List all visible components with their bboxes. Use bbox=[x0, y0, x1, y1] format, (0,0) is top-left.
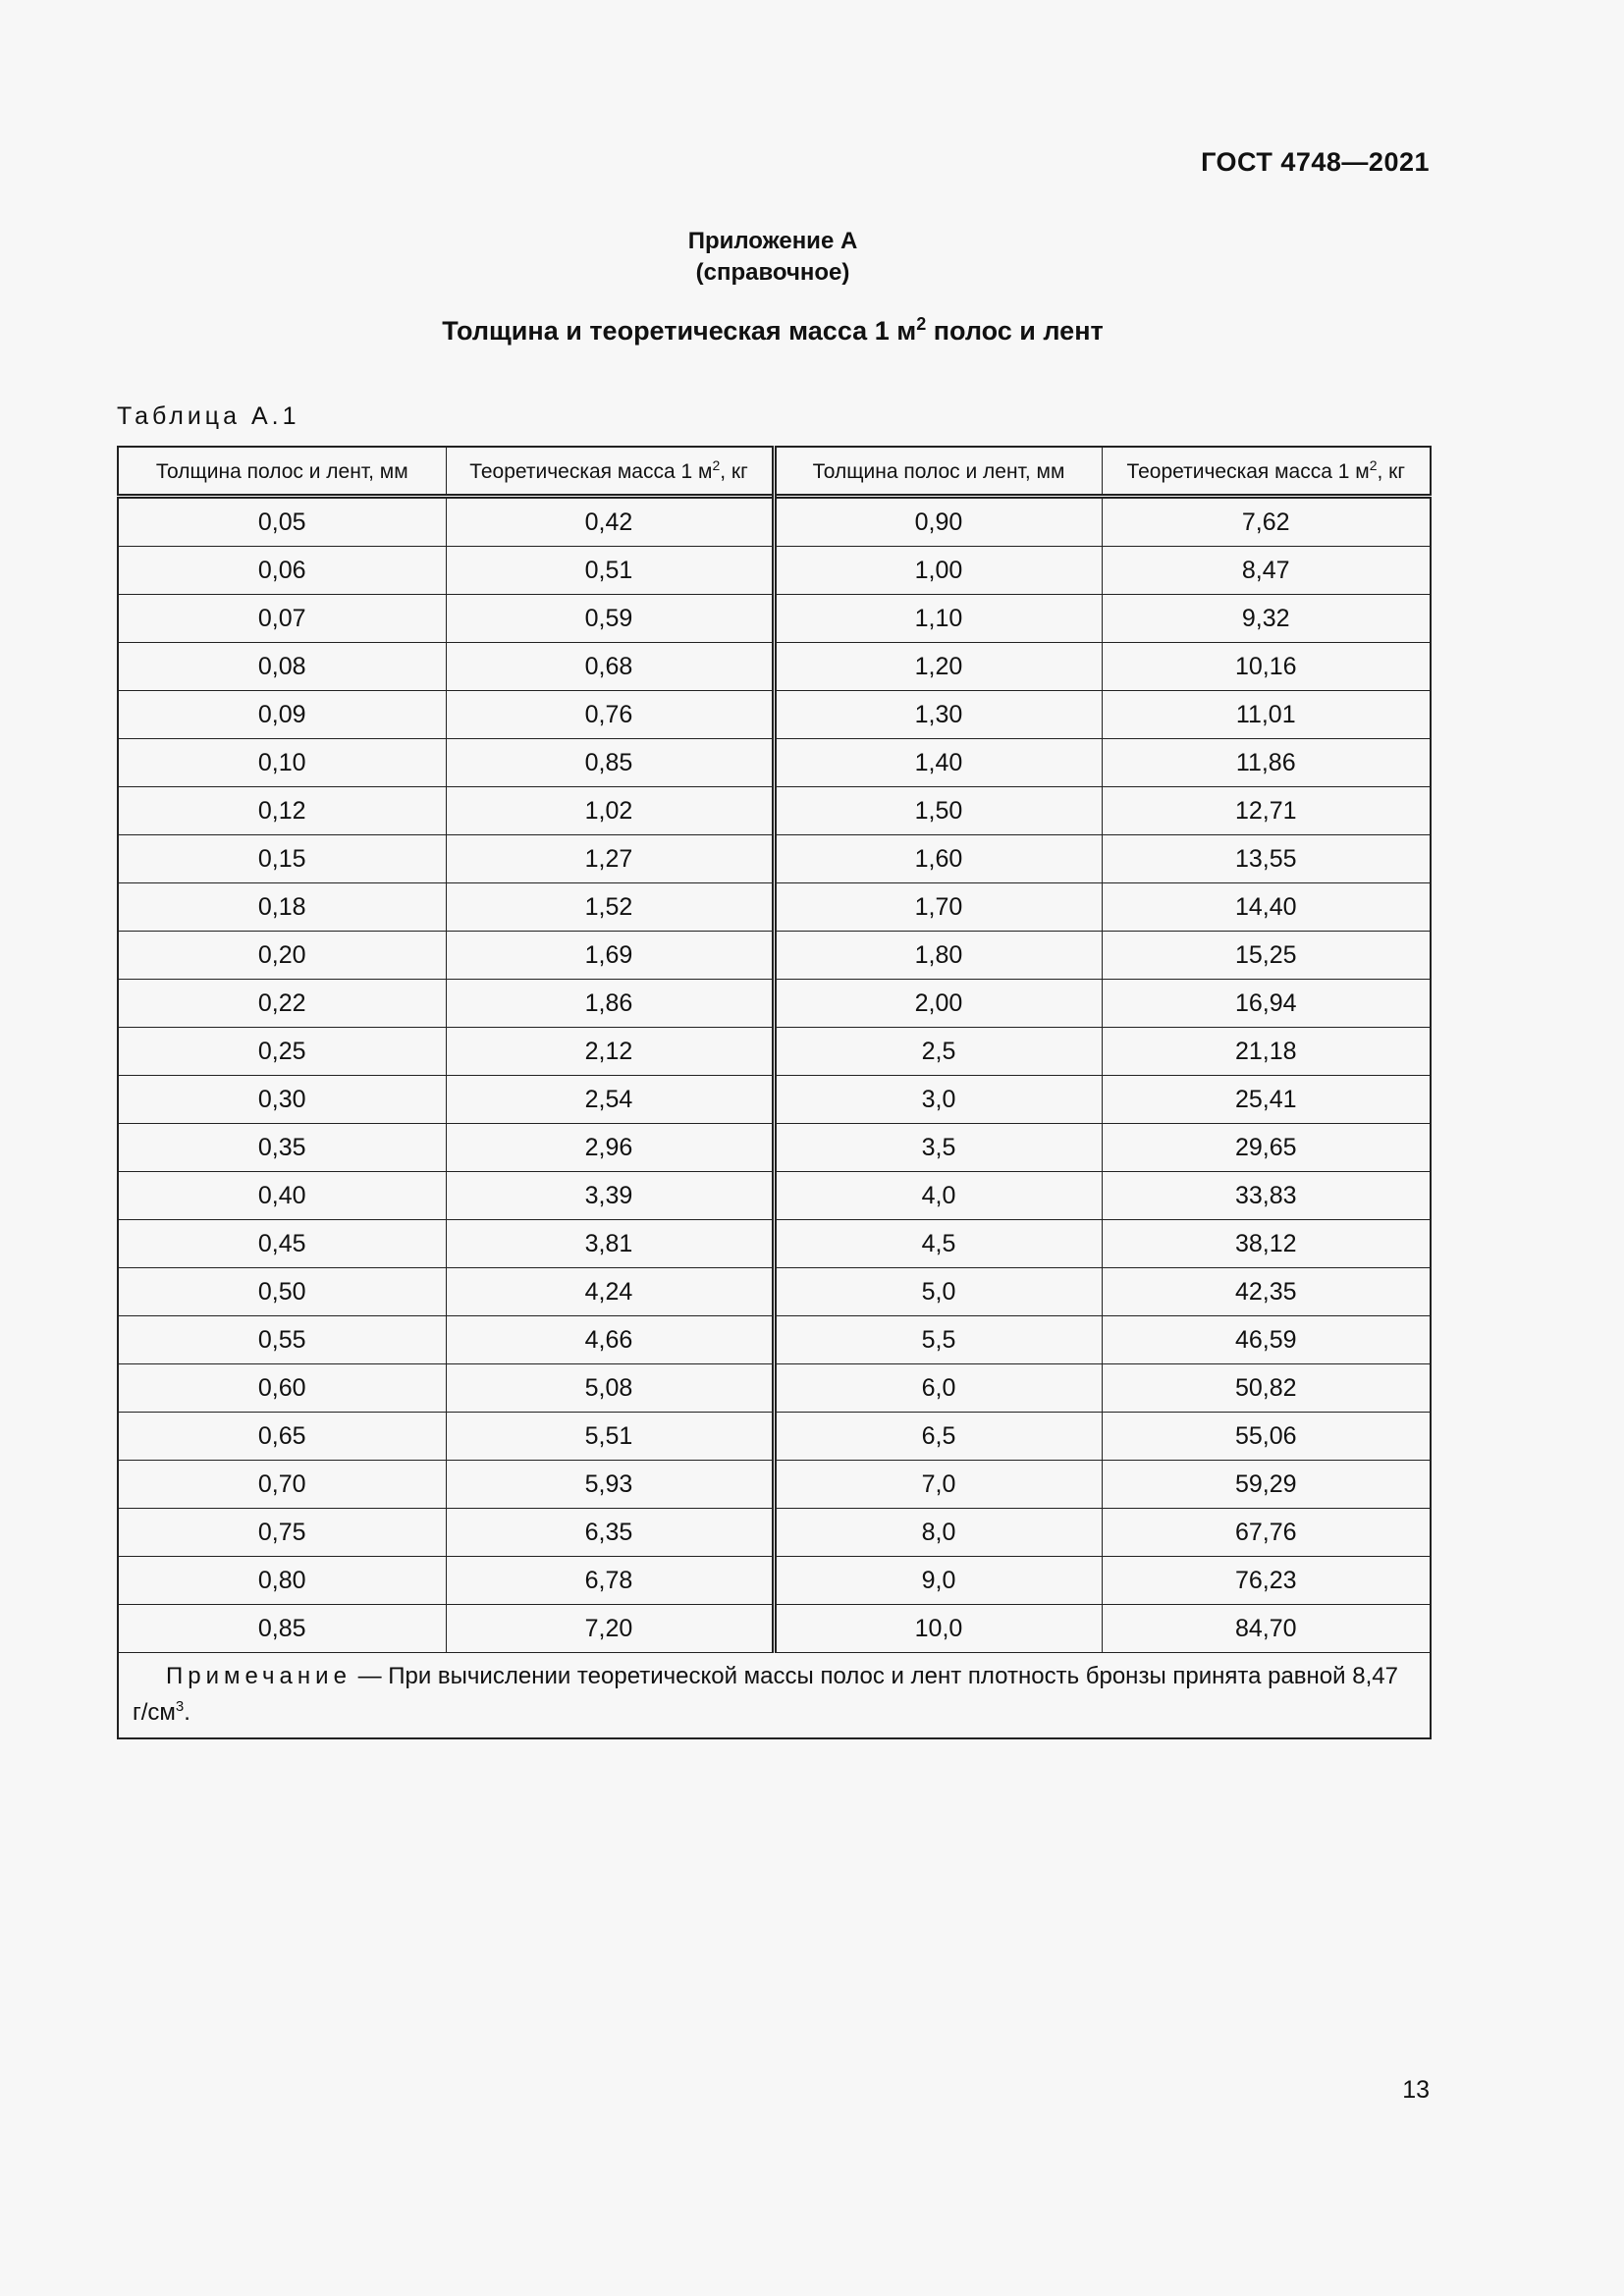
table-cell: 0,42 bbox=[446, 497, 774, 547]
table-row bbox=[118, 787, 1431, 835]
table-cell: 6,35 bbox=[446, 1509, 774, 1557]
table-cell: 42,35 bbox=[1102, 1268, 1431, 1316]
table-cell: 6,5 bbox=[774, 1413, 1102, 1461]
table-note: Примечание — При вычислении теоретической массы полос и лент плотность бронзы принята равной 8,47 $г/см^3$. bbox=[118, 1653, 1431, 1739]
table-cell: 1,40 bbox=[774, 739, 1102, 787]
table-cell: 1,69 bbox=[446, 932, 774, 980]
table-cell: 38,12 bbox=[1102, 1220, 1431, 1268]
table-cell: 1,86 bbox=[446, 980, 774, 1028]
table-row bbox=[118, 1220, 1431, 1268]
table-row bbox=[118, 1124, 1431, 1172]
table-row bbox=[118, 1364, 1431, 1413]
column-header: Теоретическая масса 1 $м^2$, кг bbox=[446, 447, 774, 497]
table-cell: 6,0 bbox=[774, 1364, 1102, 1413]
table-cell: 67,76 bbox=[1102, 1509, 1431, 1557]
table-cell: 0,22 bbox=[118, 980, 446, 1028]
table-cell: 1,20 bbox=[774, 643, 1102, 691]
table-cell: 0,90 bbox=[774, 497, 1102, 547]
table-cell: 0,09 bbox=[118, 691, 446, 739]
table-cell: 0,65 bbox=[118, 1413, 446, 1461]
table-cell: 0,10 bbox=[118, 739, 446, 787]
table-cell: 5,51 bbox=[446, 1413, 774, 1461]
table-cell: 7,20 bbox=[446, 1605, 774, 1653]
table-row bbox=[118, 1076, 1431, 1124]
table-cell: 2,54 bbox=[446, 1076, 774, 1124]
table-cell: 1,30 bbox=[774, 691, 1102, 739]
table-row bbox=[118, 1605, 1431, 1653]
note-superscript: 3 bbox=[175, 1698, 185, 1715]
heading-text-end: полос и лент bbox=[926, 316, 1104, 346]
column-header: Толщина полос и лент, мм bbox=[118, 447, 446, 497]
table-cell: 50,82 bbox=[1102, 1364, 1431, 1413]
table-row bbox=[118, 980, 1431, 1028]
heading-superscript: 2 bbox=[916, 314, 927, 334]
table-cell: 11,01 bbox=[1102, 691, 1431, 739]
table-cell: 0,20 bbox=[118, 932, 446, 980]
table-row bbox=[118, 1172, 1431, 1220]
table-row bbox=[118, 1268, 1431, 1316]
table-row bbox=[118, 739, 1431, 787]
section-heading bbox=[0, 314, 1545, 347]
table-cell: 7,0 bbox=[774, 1461, 1102, 1509]
table-cell: 0,59 bbox=[446, 595, 774, 643]
table-note-row bbox=[118, 1653, 1431, 1739]
table-cell: 0,85 bbox=[118, 1605, 446, 1653]
page-number: 13 bbox=[1402, 2076, 1430, 2104]
table-cell: 0,51 bbox=[446, 547, 774, 595]
table-cell: 4,24 bbox=[446, 1268, 774, 1316]
note-label: Примечание bbox=[166, 1663, 352, 1689]
table-cell: 13,55 bbox=[1102, 835, 1431, 883]
table-header-row bbox=[118, 447, 1431, 497]
table-body bbox=[118, 497, 1431, 1653]
table-cell: 4,0 bbox=[774, 1172, 1102, 1220]
table-cell: 0,35 bbox=[118, 1124, 446, 1172]
table-cell: 1,80 bbox=[774, 932, 1102, 980]
table-cell: 0,15 bbox=[118, 835, 446, 883]
table-cell: 0,60 bbox=[118, 1364, 446, 1413]
table-cell: 3,81 bbox=[446, 1220, 774, 1268]
table-cell: 5,93 bbox=[446, 1461, 774, 1509]
table-cell: 1,00 bbox=[774, 547, 1102, 595]
table-cell: 0,55 bbox=[118, 1316, 446, 1364]
table-cell: 3,5 bbox=[774, 1124, 1102, 1172]
table-cell: 5,5 bbox=[774, 1316, 1102, 1364]
table-cell: 0,80 bbox=[118, 1557, 446, 1605]
heading-text: Толщина и теоретическая масса 1 м bbox=[442, 316, 917, 346]
table-cell: 1,52 bbox=[446, 883, 774, 932]
table-cell: 25,41 bbox=[1102, 1076, 1431, 1124]
table-row bbox=[118, 1509, 1431, 1557]
table-cell: 2,00 bbox=[774, 980, 1102, 1028]
table-cell: 9,32 bbox=[1102, 595, 1431, 643]
table-cell: 3,39 bbox=[446, 1172, 774, 1220]
table-cell: 21,18 bbox=[1102, 1028, 1431, 1076]
table-cell: 0,76 bbox=[446, 691, 774, 739]
table-cell: 7,62 bbox=[1102, 497, 1431, 547]
table-cell: 0,70 bbox=[118, 1461, 446, 1509]
appendix-kind: (справочное) bbox=[695, 259, 850, 286]
table-cell: 2,12 bbox=[446, 1028, 774, 1076]
table-cell: 10,16 bbox=[1102, 643, 1431, 691]
table-cell: 9,0 bbox=[774, 1557, 1102, 1605]
table-cell: 55,06 bbox=[1102, 1413, 1431, 1461]
table-cell: 1,50 bbox=[774, 787, 1102, 835]
table-cell: 16,94 bbox=[1102, 980, 1431, 1028]
table-cell: 0,30 bbox=[118, 1076, 446, 1124]
table-row bbox=[118, 497, 1431, 547]
table-row bbox=[118, 1316, 1431, 1364]
standard-code: ГОСТ 4748—2021 bbox=[1201, 147, 1430, 177]
table-cell: 0,07 bbox=[118, 595, 446, 643]
table-cell: 33,83 bbox=[1102, 1172, 1431, 1220]
table-cell: 0,08 bbox=[118, 643, 446, 691]
table-cell: 8,47 bbox=[1102, 547, 1431, 595]
table-cell: 1,70 bbox=[774, 883, 1102, 932]
table-cell: 8,0 bbox=[774, 1509, 1102, 1557]
table-cell: 76,23 bbox=[1102, 1557, 1431, 1605]
table-cell: 84,70 bbox=[1102, 1605, 1431, 1653]
table-cell: 0,50 bbox=[118, 1268, 446, 1316]
table-cell: 6,78 bbox=[446, 1557, 774, 1605]
table-cell: 0,18 bbox=[118, 883, 446, 932]
table-label: Таблица А.1 bbox=[117, 402, 300, 430]
table-cell: 14,40 bbox=[1102, 883, 1431, 932]
table-cell: 0,85 bbox=[446, 739, 774, 787]
table-cell: 0,25 bbox=[118, 1028, 446, 1076]
table-row bbox=[118, 691, 1431, 739]
column-header: Теоретическая масса 1 $м^2$, кг bbox=[1102, 447, 1431, 497]
table-cell: 2,5 bbox=[774, 1028, 1102, 1076]
table-row bbox=[118, 547, 1431, 595]
table-row bbox=[118, 1413, 1431, 1461]
table-cell: 59,29 bbox=[1102, 1461, 1431, 1509]
table-cell: 5,0 bbox=[774, 1268, 1102, 1316]
table-row bbox=[118, 932, 1431, 980]
table-row bbox=[118, 1028, 1431, 1076]
table-cell: 0,06 bbox=[118, 547, 446, 595]
table-cell: 0,12 bbox=[118, 787, 446, 835]
thickness-mass-table bbox=[117, 446, 1432, 1739]
table-cell: 11,86 bbox=[1102, 739, 1431, 787]
table-cell: 46,59 bbox=[1102, 1316, 1431, 1364]
table-cell: 4,66 bbox=[446, 1316, 774, 1364]
table-cell: 3,0 bbox=[774, 1076, 1102, 1124]
table-cell: 2,96 bbox=[446, 1124, 774, 1172]
note-text: — При вычислении теоретической массы полос и лент плотность бронзы принята равной 8,47 г/см bbox=[133, 1663, 1398, 1726]
table-cell: 4,5 bbox=[774, 1220, 1102, 1268]
table-cell: 1,10 bbox=[774, 595, 1102, 643]
appendix-title-block bbox=[0, 226, 1545, 289]
table-cell: 0,45 bbox=[118, 1220, 446, 1268]
table-row bbox=[118, 595, 1431, 643]
table-cell: 1,02 bbox=[446, 787, 774, 835]
table-cell: 0,40 bbox=[118, 1172, 446, 1220]
table-row bbox=[118, 643, 1431, 691]
table-cell: 1,27 bbox=[446, 835, 774, 883]
table-cell: 29,65 bbox=[1102, 1124, 1431, 1172]
table-cell: 15,25 bbox=[1102, 932, 1431, 980]
table-row bbox=[118, 883, 1431, 932]
table-row bbox=[118, 1461, 1431, 1509]
column-header: Толщина полос и лент, мм bbox=[774, 447, 1102, 497]
table-cell: 1,60 bbox=[774, 835, 1102, 883]
table-cell: 0,05 bbox=[118, 497, 446, 547]
table-cell: 10,0 bbox=[774, 1605, 1102, 1653]
table-cell: 12,71 bbox=[1102, 787, 1431, 835]
table-cell: 0,68 bbox=[446, 643, 774, 691]
appendix-title: Приложение А bbox=[687, 228, 858, 254]
table-row bbox=[118, 835, 1431, 883]
table-row bbox=[118, 1557, 1431, 1605]
table-cell: 0,75 bbox=[118, 1509, 446, 1557]
table-cell: 5,08 bbox=[446, 1364, 774, 1413]
